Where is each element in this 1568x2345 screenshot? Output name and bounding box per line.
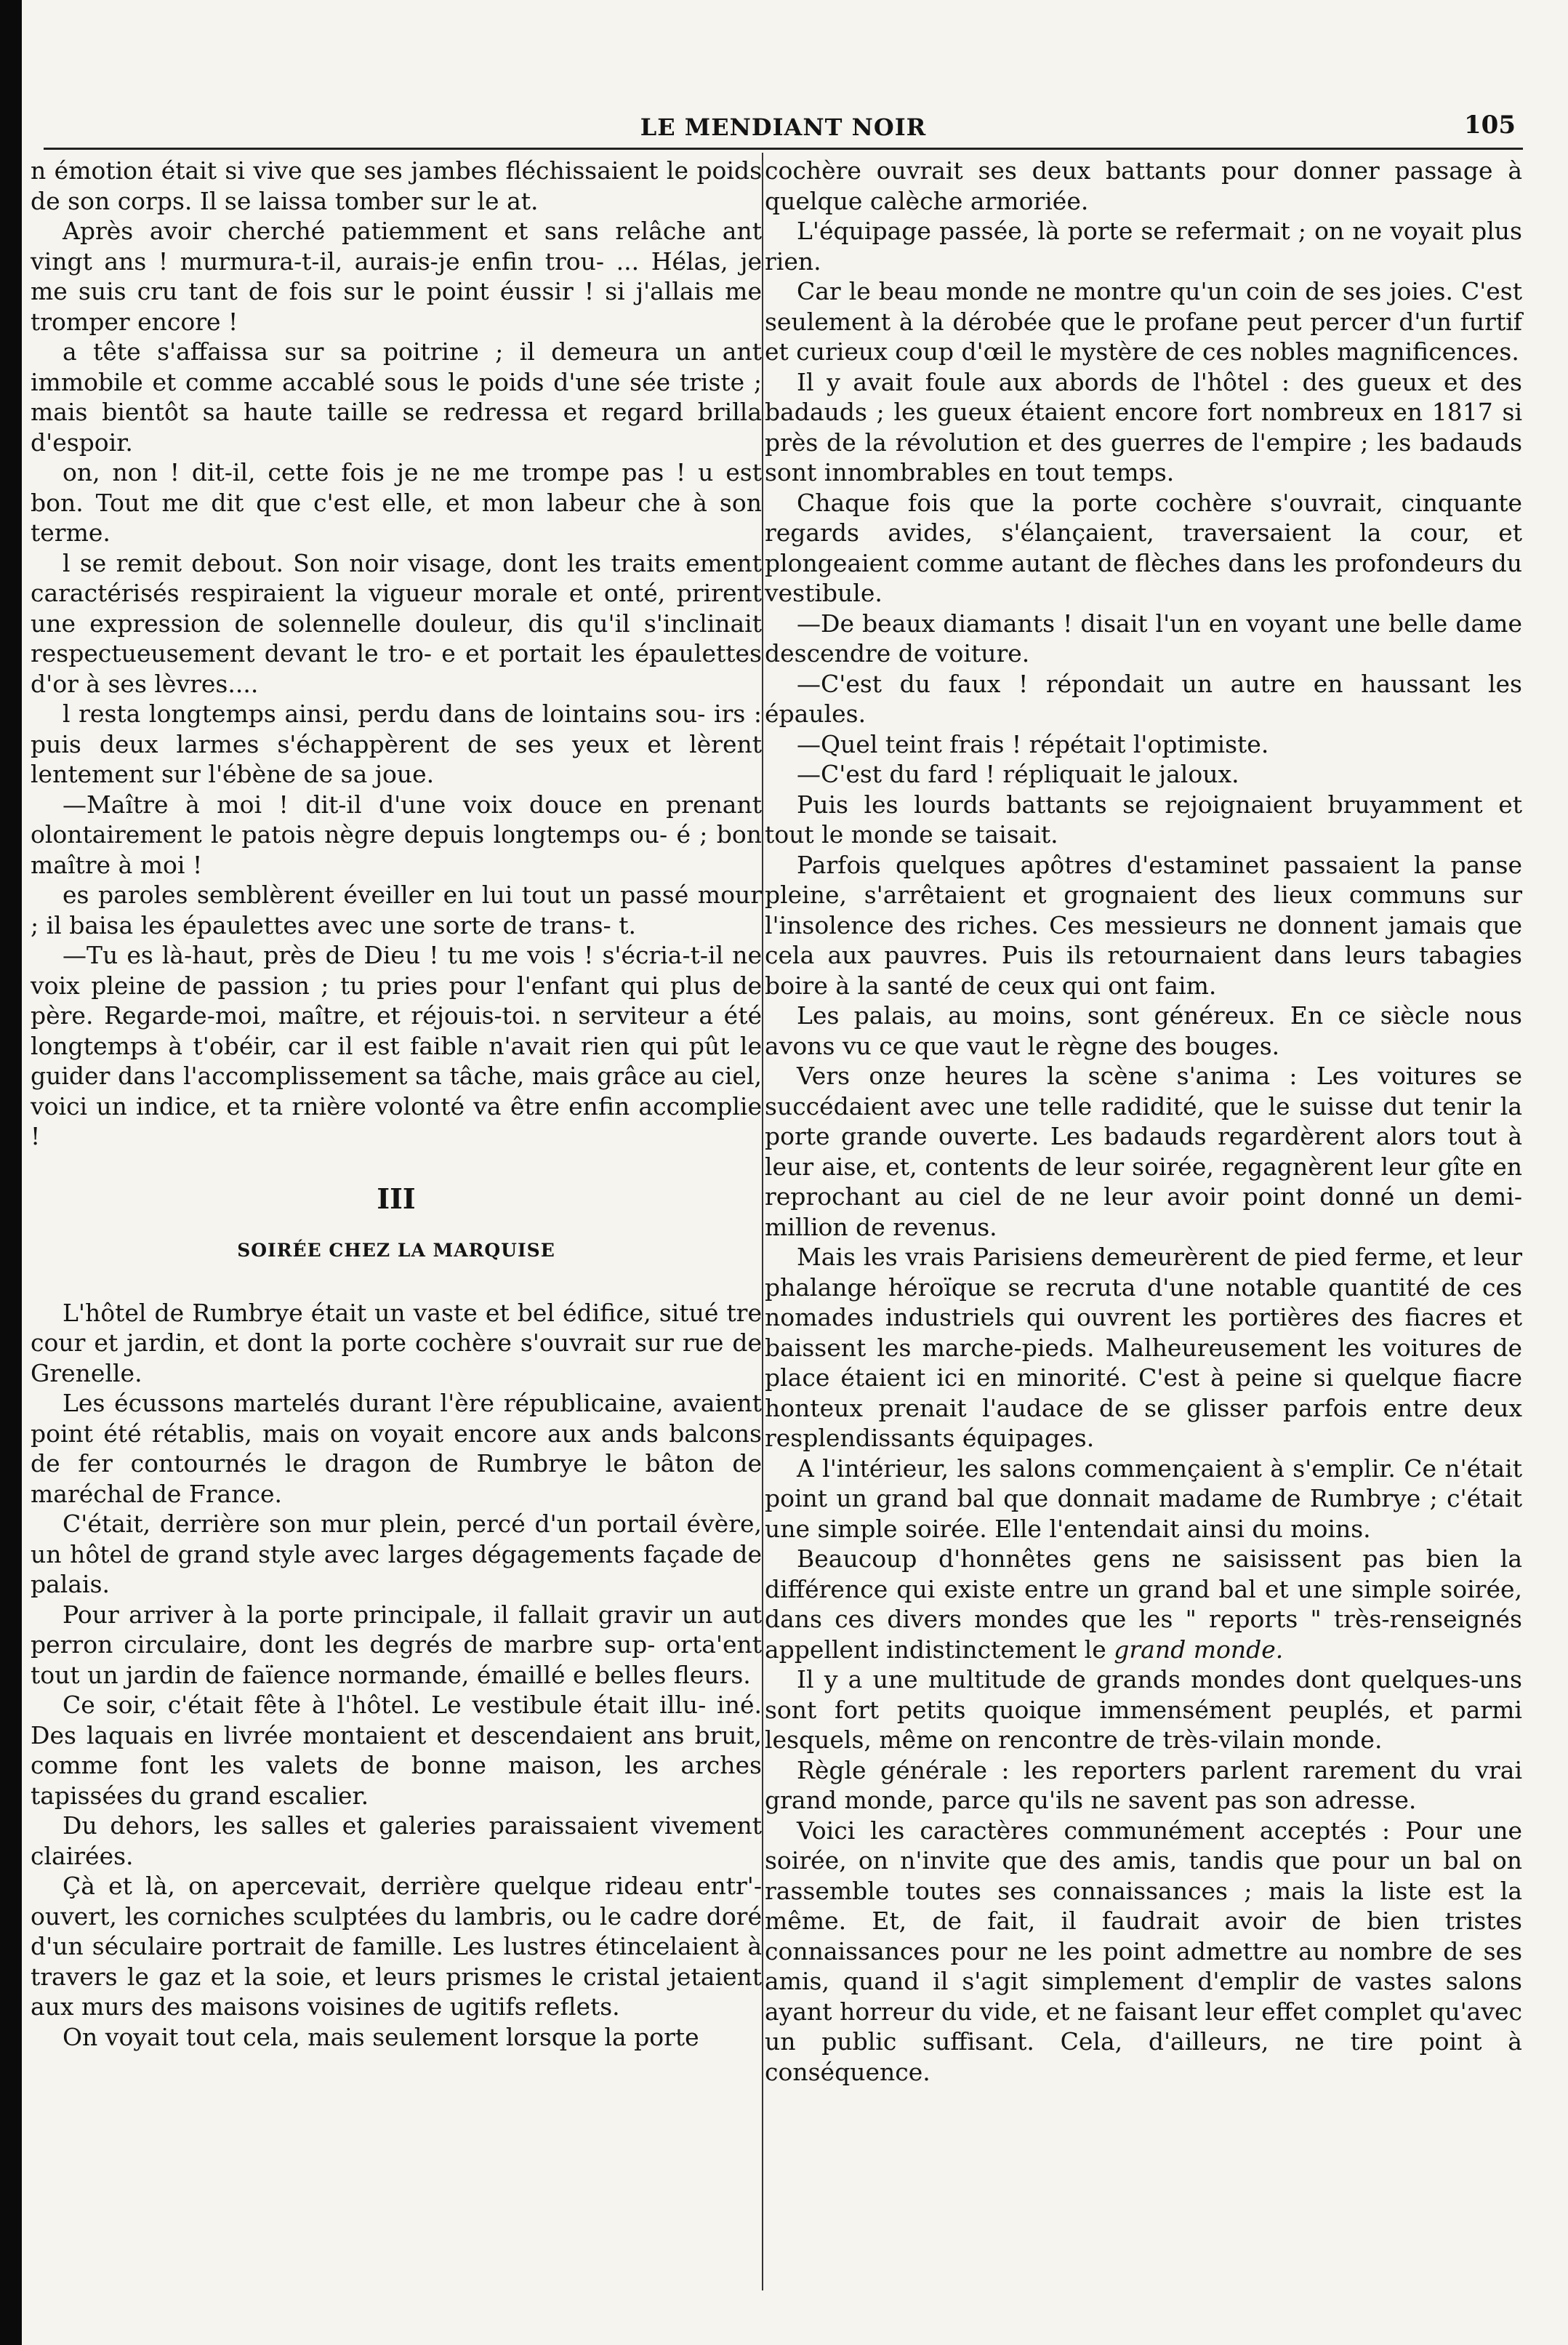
paragraph: A l'intérieur, les salons commençaient à s'emplir. Ce n'était point un grand bal que donnait madame de Rumbrye ; c'était une simple soirée. Elle l'entendait ainsi du moins.: [765, 1454, 1522, 1543]
paragraph: Vers onze heures la scène s'anima : Les voitures se succédaient avec une telle radidité, que le suisse dut tenir la porte grande ouverte. Les badauds regardèrent alors tout à leur aise, et, contents de leur soirée, regagnèrent leur gîte en reprochant au ciel de ne leur avoir point donné un demi-million de revenus.: [765, 1062, 1522, 1241]
paragraph: [765, 1544, 1522, 1664]
section-number: III: [377, 1182, 416, 1215]
paragraph: On voyait tout cela, mais seulement lorsque la porte: [63, 2022, 699, 2051]
paragraph: C'était, derrière son mur plein, percé d'un portail évère, un hôtel de grand style avec larges dégagements façade de palais.: [31, 1510, 762, 1598]
paragraph: Ce soir, c'était fête à l'hôtel. Le vestibule était illu- iné. Des laquais en livrée montaient et descendaient ans bruit, comme font les valets de bonne maison, les arches tapissées du grand escalier.: [31, 1691, 762, 1810]
header-rule: [44, 148, 1523, 150]
running-header: [44, 111, 1523, 144]
page-number: 105: [1464, 111, 1516, 140]
paragraph: Çà et là, on apercevait, derrière quelque rideau entr'- ouvert, les corniches sculptées du lambris, ou le cadre doré d'un séculaire portrait de famille. Les lustres étincelaient à travers le gaz et la soie, et leurs prismes le cristal jetaient aux murs des maisons voisines de ugitifs reflets.: [31, 1872, 762, 2021]
section-title: SOIRÉE CHEZ LA MARQUISE: [237, 1240, 555, 1261]
paragraph: Parfois quelques apôtres d'estaminet passaient la panse pleine, s'arrêtaient et grognaient des lieux communs sur l'insolence des riches. Ces messieurs ne donnent jamais que cela aux pauvres. Puis ils retournaient dans leurs tabagies boire à la santé de ceux qui ont faim.: [765, 850, 1522, 1000]
paragraph: l se remit debout. Son noir visage, dont les traits ement caractérisés respiraient la vigueur morale et onté, prirent une expression de solennelle douleur, dis qu'il s'inclinait respectueusement devant le tro- e et portait les épaulettes d'or à ses lèvres....: [31, 548, 762, 698]
paragraph: —C'est du fard ! répliquait le jaloux.: [797, 760, 1239, 788]
paragraph: cochère ouvrait ses deux battants pour donner passage à quelque calèche armoriée.: [765, 156, 1522, 215]
paragraph: —De beaux diamants ! disait l'un en voyant une belle dame descendre de voiture.: [765, 609, 1522, 668]
paragraph: Pour arriver à la porte principale, il fallait gravir un aut perron circulaire, dont les degrés de marbre sup- orta'ent tout un jardin de faïence normande, émaillé e belles fleurs.: [31, 1600, 762, 1689]
scan-edge-shadow: [0, 0, 22, 2345]
paragraph: —Quel teint frais ! répétait l'optimiste.: [797, 729, 1269, 758]
paragraph: Voici les caractères communément acceptés : Pour une soirée, on n'invite que des amis, tandis que pour un bal on rassemble toutes ses connaissances ; mais la liste est la même. Et, de fait, il faudrait avoir de bien tristes connaissances pour ne les point admettre au nombre de ses amis, quand il s'agit simplement d'emplir de vastes salons ayant horreur du vide, et ne faisant leur effet complet qu'avec un public suffisant. Cela, d'ailleurs, ne tire point à conséquence.: [765, 1816, 1522, 2086]
paragraph: L'hôtel de Rumbrye était un vaste et bel édifice, situé tre cour et jardin, et dont la porte cochère s'ouvrait sur rue de Grenelle.: [31, 1298, 762, 1387]
paragraph: Après avoir cherché patiemment et sans relâche ant vingt ans ! murmura-t-il, aurais-je enfin trou- ... Hélas, je me suis cru tant de fois sur le point éussir ! si j'allais me tromper encore !: [31, 217, 762, 336]
paragraph: l resta longtemps ainsi, perdu dans de lointains sou- irs : puis deux larmes s'échappèrent de ses yeux et lèrent lentement sur l'ébène de sa joue.: [31, 700, 762, 788]
column-divider: [762, 153, 763, 2290]
paragraph: Mais les vrais Parisiens demeurèrent de pied ferme, et leur phalange héroïque se recruta d'une notable quantité de ces nomades industriels qui ouvrent les portières des fiacres et baissent les marche-pieds. Malheureusement les voitures de place étaient ici en minorité. C'est à peine si quelque fiacre honteux prenait l'audace de se glisser parfois entre deux resplendissants équipages.: [765, 1243, 1522, 1452]
paragraph: Car le beau monde ne montre qu'un coin de ses joies. C'est seulement à la dérobée que le profane peut percer d'un furtif et curieux coup d'œil le mystère de ces nobles magnificences.: [765, 277, 1522, 366]
paragraph: Il y avait foule aux abords de l'hôtel : des gueux et des badauds ; les gueux étaient encore fort nombreux en 1817 si près de la révolution et des guerres de l'empire ; les badauds sont innombrables en tout temps.: [765, 367, 1522, 486]
paragraph: Les palais, au moins, sont généreux. En ce siècle nous avons vu ce que vaut le règne des bouges.: [765, 1001, 1522, 1060]
paragraph: L'équipage passée, là porte se refermait ; on ne voyait plus rien.: [765, 217, 1522, 276]
paragraph: —Tu es là-haut, près de Dieu ! tu me vois ! s'écria-t-il ne voix pleine de passion ; tu pries pour l'enfant qui plus de père. Regarde-moi, maître, et réjouis-toi. n serviteur a été longtemps à t'obéir, car il est faible n'avait rien qui pût le guider dans l'accomplissement sa tâche, mais grâce au ciel, voici un indice, et ta rnière volonté va être enfin accomplie !: [31, 941, 762, 1150]
paragraph: a tête s'affaissa sur sa poitrine ; il demeura un ant immobile et comme accablé sous le poids d'une sée triste ; mais bientôt sa haute taille se redressa et regard brilla d'espoir.: [31, 337, 762, 457]
paragraph-text: Beaucoup d'honnêtes gens ne saisissent pas bien la différence qui existe entre un grand bal et une simple soirée, dans ces divers mondes que les " reports " très-renseignés appellent indistinctement le: [765, 1544, 1522, 1664]
italic-phrase: grand monde.: [1114, 1635, 1284, 1664]
paragraph: es paroles semblèrent éveiller en lui tout un passé mour ; il baisa les épaulettes avec une sorte de trans- t.: [31, 881, 762, 939]
paragraph: n émotion était si vive que ses jambes fléchissaient le poids de son corps. Il se laissa tomber sur le at.: [31, 156, 762, 215]
paragraph: —Maître à moi ! dit-il d'une voix douce en prenant olontairement le patois nègre depuis longtemps ou- é ; bon maître à moi !: [31, 790, 762, 879]
paragraph: —C'est du faux ! répondait un autre en haussant les épaules.: [765, 669, 1522, 728]
paragraph: Règle générale : les reporters parlent rarement du vrai grand monde, parce qu'ils ne savent pas son adresse.: [765, 1755, 1522, 1814]
paragraph: on, non ! dit-il, cette fois je ne me trompe pas ! u est bon. Tout me dit que c'est elle, et mon labeur che à son terme.: [31, 458, 762, 547]
paragraph: Il y a une multitude de grands mondes dont quelques-uns sont fort petits quoique immensément peuplés, et parmi lesquels, même on rencontre de très-vilain monde.: [765, 1665, 1522, 1754]
left-column: [31, 156, 762, 2052]
right-column: [765, 156, 1522, 2087]
paragraph: Les écussons martelés durant l'ère républicaine, avaient point été rétablis, mais on voyait encore aux ands balcons de fer contournés le dragon de Rumbrye le bâton de maréchal de France.: [31, 1389, 762, 1508]
paragraph: Puis les lourds battants se rejoignaient bruyamment et tout le monde se taisait.: [765, 790, 1522, 849]
paragraph: Chaque fois que la porte cochère s'ouvrait, cinquante regards avides, s'élançaient, traversaient la cour, et plongeaient comme autant de flèches dans les profondeurs du vestibule.: [765, 488, 1522, 607]
running-title: LE MENDIANT NOIR: [640, 113, 927, 141]
paragraph: Du dehors, les salles et galeries paraissaient vivement clairées.: [31, 1811, 762, 1870]
